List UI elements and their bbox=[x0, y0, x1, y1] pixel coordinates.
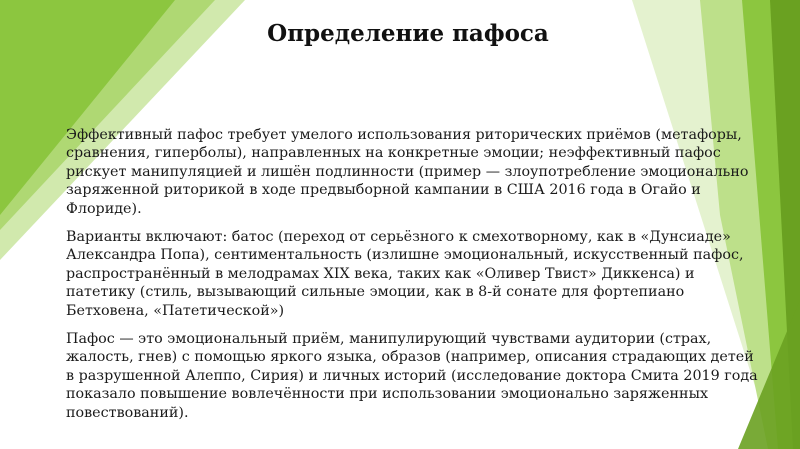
slide-title: Определение пафоса bbox=[267, 20, 549, 47]
slide-body bbox=[66, 126, 766, 432]
paragraph-effective-pathos: Эффективный пафос требует умелого использования риторических приёмов (метафоры, сравнения, гиперболы), направленных на конкретные эмоции; неэффективный пафос рискует манипуляцией и лишён подлинности (пример — злоупотребление эмоционально заряженной риторикой в ходе предвыборной кампании в США 2016 года в Огайо и Флориде). bbox=[66, 127, 749, 217]
paragraph-pathos-variants: Варианты включают: батос (переход от серьёзного к смехотворному, как в «Дунсиаде» Александра Попа), сентиментальность (излишне эмоциональный, искусственный пафос, распространённый в мелодрамах XIX века, таких как «Оливер Твист» Диккенса) и патетику (стиль, вызывающий сильные эмоции, как в 8-й сонате для фортепиано Бетховена, «Патетической») bbox=[66, 229, 744, 319]
paragraph-pathos-definition: Пафос — это эмоциональный приём, манипулирующий чувствами аудитории (страх, жалость, гнев) с помощью яркого языка, образов (например, описания страдающих детей в разрушенной Алеппо, Сирия) и личных историй (исследование доктора Смита 2019 года показало повышение вовлечённости при использовании эмоционально заряженных повествований). bbox=[66, 331, 758, 421]
